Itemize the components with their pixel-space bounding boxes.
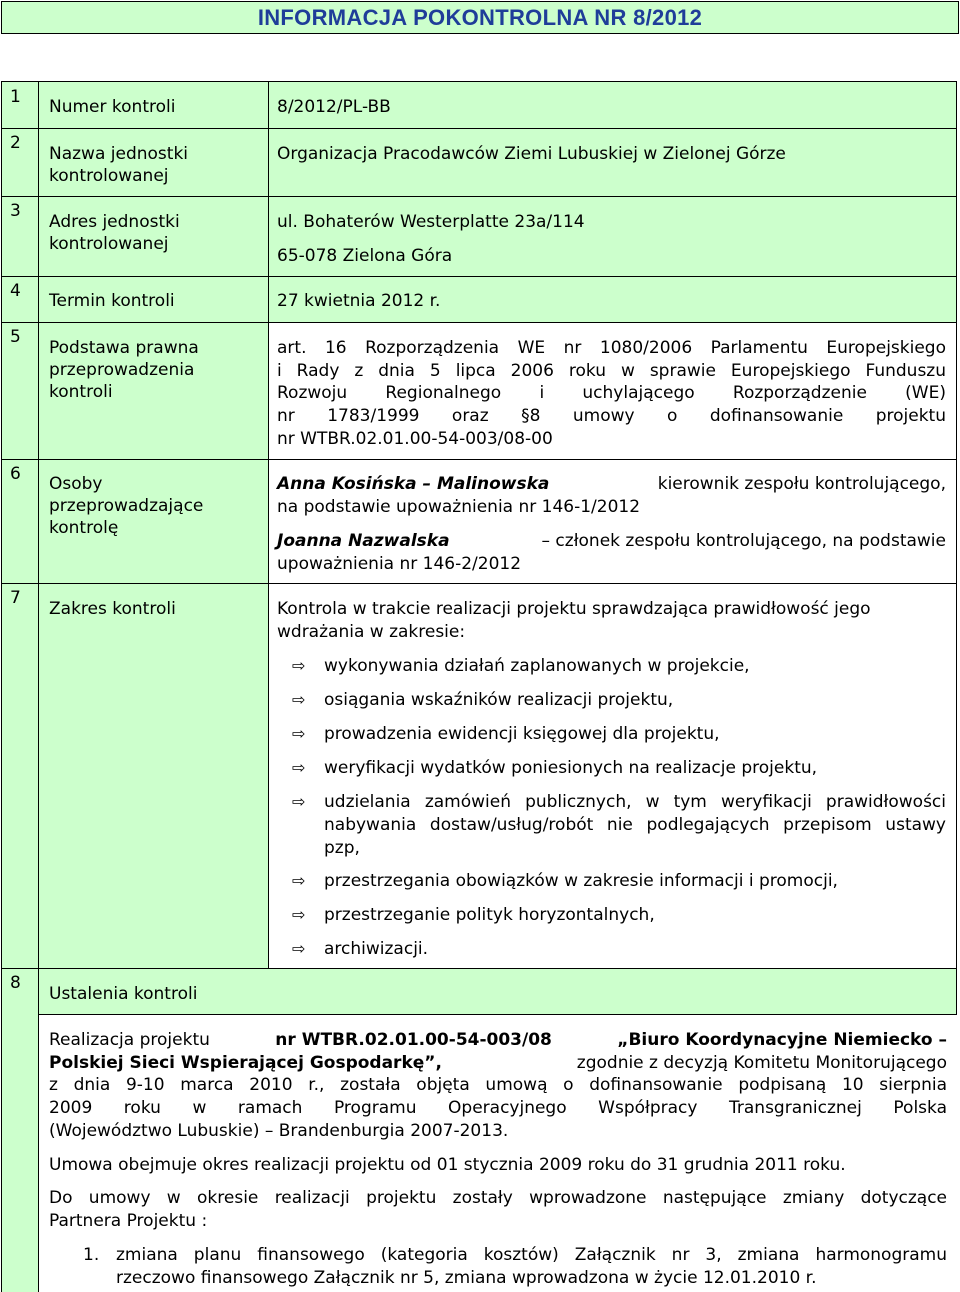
findings-p1-line1: [49, 1029, 947, 1052]
project-number: nr WTBR.02.01.00-54-003/08: [275, 1030, 552, 1050]
arrow-right-outline-icon: ⇨: [292, 905, 306, 924]
scope-item: prowadzenia ewidencji księgowej dla projektu,: [324, 724, 720, 744]
row7-intro-line2: wdrażania w zakresie:: [277, 622, 466, 642]
row7-intro-line1: Kontrola w trakcie realizacji projektu sprawdzająca prawidłowość jego: [277, 599, 871, 619]
row5-value-line2: i Rady z dnia 5 lipca 2006 roku w sprawie Europejskiego Funduszu: [277, 361, 946, 381]
row4-value: 27 kwietnia 2012 r.: [277, 291, 441, 311]
row5-value-line5: nr WTBR.02.01.00-54-003/08-00: [277, 429, 553, 449]
row4-label: Termin kontroli: [49, 291, 175, 311]
row-number-8: 8: [10, 973, 21, 993]
findings-p1-line2: [49, 1052, 947, 1075]
arrow-right-outline-icon: ⇨: [292, 724, 306, 743]
row-number-5: 5: [10, 327, 21, 347]
row6-person1-line2: na podstawie upoważnienia nr 146-1/2012: [277, 497, 641, 517]
scope-item: weryfikacji wydatków poniesionych na realizacje projektu,: [324, 758, 818, 778]
scope-item: wykonywania działań zaplanowanych w projekcie,: [324, 656, 750, 676]
arrow-right-outline-icon: ⇨: [292, 792, 306, 811]
number-column-bg: [2, 82, 38, 1292]
row6-label: Osoby przeprowadzające kontrolę: [49, 474, 204, 538]
row6-person2-line2: upoważnienia nr 146-2/2012: [277, 554, 522, 574]
page-title: INFORMACJA POKONTROLNA NR 8/2012: [257, 5, 703, 30]
person1-name: Anna Kosińska – Malinowska: [277, 474, 550, 494]
findings-p3-line2: Partnera Projektu :: [49, 1211, 208, 1231]
row3-value-line1: ul. Bohaterów Westerplatte 23a/114: [277, 212, 585, 232]
arrow-right-outline-icon: ⇨: [292, 656, 306, 675]
row-number-6: 6: [10, 464, 21, 484]
person1-role: kierownik zespołu kontrolującego,: [657, 474, 946, 494]
findings-p2: Umowa obejmuje okres realizacji projektu od 01 stycznia 2009 roku do 31 grudnia 2011 roku.: [49, 1155, 846, 1175]
arrow-right-outline-icon: ⇨: [292, 758, 306, 777]
scope-item: udzielania zamówień publicznych, w tym weryfikacji prawidłowości nabywania dostaw/usług/robót nie podlegających przepisom ustawy pzp,: [324, 792, 946, 858]
changes-list-number: 1.: [83, 1245, 100, 1265]
row6-person1-line: [277, 473, 946, 495]
project-name-b: Polskiej Sieci Wspierającej Gospodarkę”,: [49, 1053, 442, 1073]
row5-label: Podstawa prawna przeprowadzenia kontroli: [49, 338, 199, 402]
findings-p3-line1: Do umowy w okresie realizacji projektu zostały wprowadzone następujące zmiany dotyczące: [49, 1188, 947, 1208]
scope-item: archiwizacji.: [324, 939, 429, 959]
row5-value-line1: art. 16 Rozporządzenia WE nr 1080/2006 Parlamentu Europejskiego: [277, 338, 946, 358]
row-number-7: 7: [10, 588, 21, 608]
row-number-4: 4: [10, 281, 21, 301]
row6-person2-line: [277, 530, 946, 552]
row8-label: Ustalenia kontroli: [49, 984, 198, 1004]
row1-value: 8/2012/PL-BB: [277, 97, 391, 117]
arrow-right-outline-icon: ⇨: [292, 871, 306, 890]
arrow-right-outline-icon: ⇨: [292, 690, 306, 709]
project-name-a: „Biuro Koordynacyjne Niemiecko –: [617, 1030, 947, 1050]
findings-p1-text-a: Realizacja projektu: [49, 1030, 210, 1050]
row2-label: Nazwa jednostki kontrolowanej: [49, 144, 189, 186]
scope-item: przestrzegania obowiązków w zakresie informacji i promocji,: [324, 871, 838, 891]
person2-role: – członek zespołu kontrolującego, na podstawie: [541, 531, 946, 551]
findings-p1-text-b: zgodnie z decyzją Komitetu Monitorującego: [576, 1053, 947, 1073]
scope-item: osiągania wskaźników realizacji projektu,: [324, 690, 674, 710]
row3-label: Adres jednostki kontrolowanej: [49, 212, 180, 254]
row5-value-line3: Rozwoju Regionalnego i uchylającego Rozporządzenie (WE): [277, 383, 946, 403]
row5-value-line4: nr 1783/1999 oraz §8 umowy o dofinansowanie projektu: [277, 406, 946, 426]
row-number-2: 2: [10, 133, 21, 153]
changes-list-line1: zmiana planu finansowego (kategoria kosztów) Załącznik nr 3, zmiana harmonogramu: [116, 1245, 947, 1265]
scope-item: przestrzeganie polityk horyzontalnych,: [324, 905, 655, 925]
person2-name: Joanna Nazwalska: [277, 531, 450, 551]
row7-label: Zakres kontroli: [49, 599, 176, 619]
findings-p1-line4: 2009 roku w ramach Programu Operacyjnego Współpracy Transgranicznej Polska: [49, 1098, 947, 1118]
arrow-right-outline-icon: ⇨: [292, 939, 306, 958]
row-number-3: 3: [10, 201, 21, 221]
changes-list-line2: rzeczowo finansowego Załącznik nr 5, zmiana wprowadzona w życie 12.01.2010 r.: [116, 1268, 817, 1288]
row1-label: Numer kontroli: [49, 97, 176, 117]
row-number-1: 1: [10, 87, 21, 107]
row3-value-line2: 65-078 Zielona Góra: [277, 246, 453, 266]
findings-p1-line5: (Województwo Lubuskie) – Brandenburgia 2007-2013.: [49, 1121, 509, 1141]
findings-p1-line3: z dnia 9-10 marca 2010 r., została objęta umową o dofinansowanie podpisaną 10 sierpnia: [49, 1075, 947, 1095]
row2-value: Organizacja Pracodawców Ziemi Lubuskiej w Zielonej Górze: [277, 144, 786, 164]
